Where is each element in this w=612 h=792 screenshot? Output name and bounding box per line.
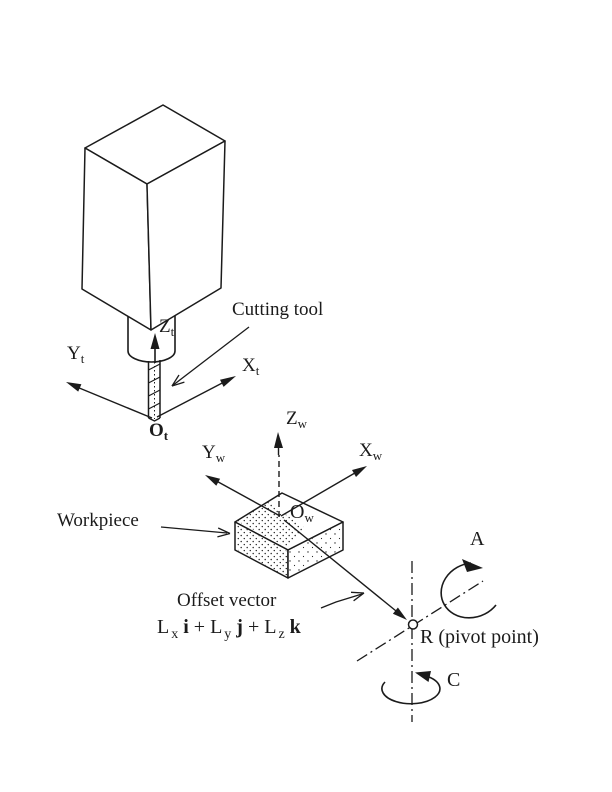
- pivot-point-label: R (pivot point): [420, 626, 539, 648]
- workpiece-block: [235, 493, 343, 578]
- offset-vector-label: Offset vector: [177, 590, 277, 611]
- work-origin-label: $O_w$: [290, 501, 314, 525]
- offset-vector-formula: L $_x$ i + L $_y$ j + L $_z$ k: [157, 616, 301, 642]
- spindle-housing-box: [82, 105, 225, 362]
- tool-frame-axes: [66, 333, 236, 418]
- work-x-axis-label: $X_w$: [359, 440, 383, 463]
- a-rotation-label: A: [470, 528, 485, 550]
- tool-origin-label: $O_t$: [149, 420, 169, 443]
- tool-x-axis-label: $X_t$: [242, 355, 260, 378]
- tool-x-axis-arrow: [157, 376, 236, 417]
- cutting-tool-leader-arrow: [172, 327, 249, 386]
- a-axis-centerline: [357, 581, 483, 661]
- tool-z-axis-arrow: [151, 333, 160, 363]
- work-y-axis-arrow: [205, 475, 280, 516]
- work-y-axis-label: $Y_w$: [202, 442, 226, 465]
- tool-y-axis-arrow: [66, 382, 152, 418]
- pivot-point-marker: [409, 620, 418, 629]
- c-rotation-arrow: [382, 671, 440, 704]
- offset-vector-leader-arrow: [321, 592, 364, 608]
- a-rotation-arrow: [441, 559, 496, 618]
- c-rotation-label: C: [447, 669, 461, 691]
- cutting-tool-shaft: [149, 360, 161, 421]
- work-z-axis-label: $Z_w$: [286, 408, 307, 431]
- workpiece-label: Workpiece: [57, 510, 139, 531]
- cutting-tool-label: Cutting tool: [232, 299, 324, 320]
- workpiece-leader-arrow: [161, 527, 230, 537]
- tool-y-axis-label: $Y_t$: [67, 343, 85, 366]
- tool-z-axis-label: $Z_t$: [159, 316, 175, 339]
